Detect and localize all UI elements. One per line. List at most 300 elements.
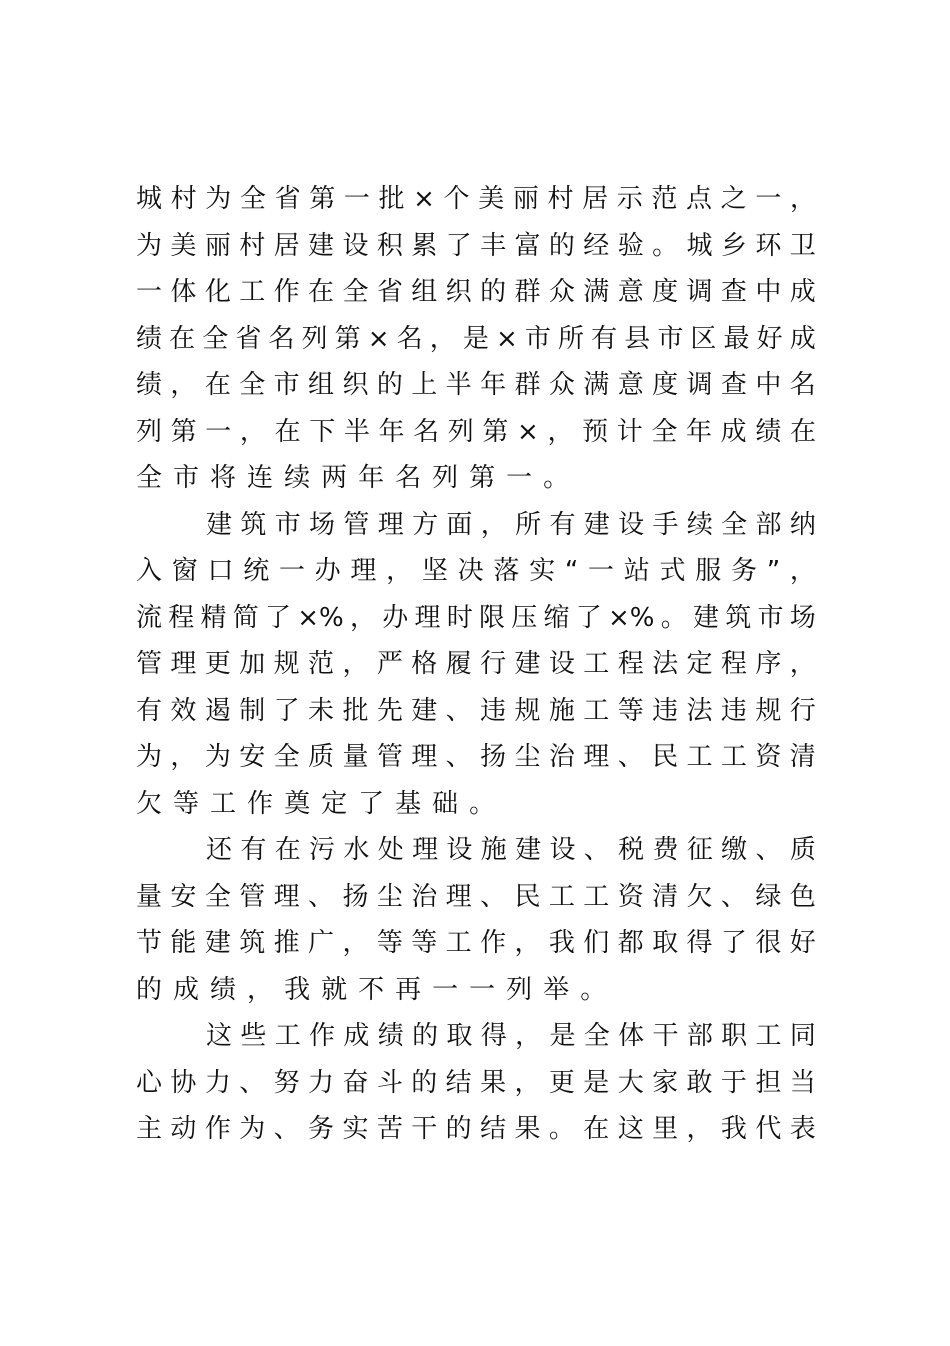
glyph: 设: [549, 835, 576, 866]
glyph: 广: [308, 928, 335, 959]
glyph: 工: [274, 1021, 301, 1052]
glyph: ，: [349, 602, 376, 633]
glyph: 度: [652, 370, 679, 401]
glyph: 奋: [342, 1067, 369, 1098]
glyph: 省: [274, 184, 301, 215]
glyph: ，: [789, 556, 816, 587]
glyph: 市: [524, 323, 551, 354]
glyph: 结: [480, 1114, 507, 1145]
text-line: [136, 920, 816, 967]
glyph: 行: [789, 695, 816, 726]
text-line: [136, 967, 816, 1014]
glyph: ，: [170, 370, 197, 401]
glyph: 资: [617, 881, 644, 912]
glyph: 、: [308, 881, 335, 912]
glyph: 些: [240, 1021, 267, 1052]
glyph: 作: [247, 788, 274, 819]
glyph: 示: [616, 184, 643, 215]
glyph: 市: [273, 370, 300, 401]
glyph: 名: [395, 463, 422, 494]
glyph: 意: [617, 277, 644, 308]
glyph: 成: [173, 974, 200, 1005]
glyph: 理: [170, 649, 197, 680]
glyph: 主: [136, 1114, 163, 1145]
glyph: 于: [720, 1067, 747, 1098]
glyph: ，: [480, 509, 507, 540]
glyph: 办: [382, 602, 409, 633]
glyph: 是: [549, 1021, 576, 1052]
glyph: 务: [730, 556, 757, 587]
glyph: 列: [432, 463, 459, 494]
glyph: 行: [480, 649, 507, 680]
glyph: 好: [756, 323, 783, 354]
glyph: 。: [652, 230, 679, 261]
glyph: 工: [720, 742, 747, 773]
glyph: 意: [617, 370, 644, 401]
glyph: 建: [204, 928, 231, 959]
glyph: 作: [480, 928, 507, 959]
glyph: 缩: [543, 602, 570, 633]
glyph: ，: [514, 928, 541, 959]
glyph: 在: [204, 370, 231, 401]
glyph: 工: [583, 649, 610, 680]
glyph: 为: [205, 184, 232, 215]
glyph: 全: [273, 742, 300, 773]
glyph: 色: [789, 881, 816, 912]
glyph: 丰: [480, 230, 507, 261]
glyph: 、: [480, 881, 507, 912]
glyph: 绩: [377, 1021, 404, 1052]
glyph: 民: [514, 881, 541, 912]
text-line: [136, 1013, 816, 1060]
glyph: 建: [308, 230, 335, 261]
glyph: ，: [342, 649, 369, 680]
glyph: 税: [618, 835, 645, 866]
glyph: 下: [309, 416, 336, 447]
glyph: 续: [686, 509, 713, 540]
glyph: 口: [207, 556, 234, 587]
glyph: 缴: [721, 835, 748, 866]
glyph: 违: [720, 695, 747, 726]
text-line: [136, 502, 816, 549]
glyph: 式: [659, 556, 686, 587]
glyph: 有: [591, 323, 618, 354]
glyph: 、: [445, 695, 472, 726]
glyph: 一: [136, 277, 163, 308]
glyph: 第: [309, 184, 336, 215]
glyph: 全: [202, 323, 229, 354]
glyph: 全: [721, 509, 748, 540]
glyph: 为: [136, 742, 163, 773]
glyph: 量: [136, 881, 163, 912]
glyph: 查: [720, 370, 747, 401]
glyph: 市: [173, 463, 200, 494]
glyph: 建: [515, 835, 542, 866]
glyph: 等: [173, 788, 200, 819]
glyph: 积: [376, 230, 403, 261]
glyph: 是: [583, 1067, 610, 1098]
glyph: 决: [457, 556, 484, 587]
glyph: 年: [378, 416, 405, 447]
glyph: 满: [583, 370, 610, 401]
glyph: 、: [583, 835, 610, 866]
body-text: [136, 176, 816, 1153]
glyph: 一: [343, 184, 370, 215]
glyph: 先: [376, 695, 403, 726]
glyph: 建: [514, 649, 541, 680]
glyph: 尘: [514, 742, 541, 773]
glyph: 所: [557, 323, 584, 354]
glyph: 工: [210, 788, 237, 819]
text-line: [136, 641, 816, 688]
glyph: 两: [321, 463, 348, 494]
glyph: 了: [720, 928, 747, 959]
glyph: 列: [301, 323, 328, 354]
glyph: 服: [695, 556, 722, 587]
glyph: 程: [617, 649, 644, 680]
glyph: 基: [395, 788, 422, 819]
glyph: 工: [686, 742, 713, 773]
glyph: 场: [309, 509, 336, 540]
glyph: 规: [273, 649, 300, 680]
glyph: 动: [170, 1114, 197, 1145]
glyph: 实: [529, 556, 556, 587]
glyph: 丽: [204, 230, 231, 261]
glyph: 取: [446, 1021, 473, 1052]
glyph: 建: [411, 695, 438, 726]
glyph: 群: [514, 370, 541, 401]
glyph: 民: [652, 742, 679, 773]
glyph: 年: [358, 463, 385, 494]
glyph: 筑: [240, 509, 267, 540]
glyph: 窗: [171, 556, 198, 587]
glyph: 省: [376, 277, 403, 308]
glyph: 简: [232, 602, 259, 633]
glyph: 定: [686, 649, 713, 680]
glyph: 设: [548, 649, 575, 680]
glyph: 为: [136, 230, 163, 261]
glyph: 织: [342, 370, 369, 401]
glyph: 之: [720, 184, 747, 215]
glyph: 累: [411, 230, 438, 261]
glyph: 设: [342, 230, 369, 261]
glyph: 成: [789, 323, 816, 354]
glyph: 办: [314, 556, 341, 587]
glyph: 制: [239, 695, 266, 726]
glyph: 为: [239, 1114, 266, 1145]
glyph: 我: [720, 1114, 747, 1145]
glyph: 美: [478, 184, 505, 215]
glyph: 第: [334, 323, 361, 354]
glyph: 方: [412, 509, 439, 540]
text-line: [136, 316, 816, 363]
glyph: 干: [411, 1114, 438, 1145]
glyph: 同: [789, 1021, 816, 1052]
glyph: 不: [358, 974, 385, 1005]
glyph: 卫: [789, 230, 816, 261]
glyph: 绩: [210, 974, 237, 1005]
glyph: 心: [136, 1067, 163, 1098]
glyph: 协: [170, 1067, 197, 1098]
glyph: 度: [652, 277, 679, 308]
glyph: 环: [755, 230, 782, 261]
glyph: 一: [278, 556, 305, 587]
glyph: 第: [469, 463, 496, 494]
glyph: 第: [170, 416, 197, 447]
glyph: 。: [580, 974, 607, 1005]
glyph: 居: [273, 230, 300, 261]
glyph: 等: [617, 695, 644, 726]
glyph: ×%: [607, 602, 655, 633]
glyph: 连: [247, 463, 274, 494]
glyph: 建: [692, 602, 719, 633]
glyph: 当: [789, 1067, 816, 1098]
glyph: 经: [583, 230, 610, 261]
glyph: 工: [239, 277, 266, 308]
glyph: 好: [789, 928, 816, 959]
glyph: ，: [342, 928, 369, 959]
glyph: 污: [309, 835, 336, 866]
glyph: 就: [321, 974, 348, 1005]
glyph: 筑: [725, 602, 752, 633]
glyph: 一: [469, 974, 496, 1005]
glyph: 市: [274, 509, 301, 540]
text-line: [136, 223, 816, 270]
glyph: 实: [342, 1114, 369, 1145]
glyph: 第: [482, 416, 509, 447]
text-line: [136, 409, 816, 456]
glyph: 能: [170, 928, 197, 959]
glyph: 程: [720, 649, 747, 680]
text-line: [136, 548, 816, 595]
glyph: 作: [273, 277, 300, 308]
glyph: 违: [480, 695, 507, 726]
glyph: ×: [367, 323, 390, 354]
glyph: 入: [136, 556, 163, 587]
glyph: 质: [308, 742, 335, 773]
glyph: 的: [376, 370, 403, 401]
glyph: 的: [412, 1021, 439, 1052]
glyph: 履: [445, 649, 472, 680]
glyph: 流: [136, 602, 163, 633]
glyph: 成: [343, 1021, 370, 1052]
glyph: 了: [273, 695, 300, 726]
glyph: 理: [350, 556, 377, 587]
glyph: 、: [273, 1114, 300, 1145]
glyph: 众: [548, 370, 575, 401]
glyph: 了: [265, 602, 292, 633]
glyph: 调: [686, 370, 713, 401]
glyph: 工: [583, 881, 610, 912]
glyph: 列: [136, 416, 163, 447]
glyph: 斗: [376, 1067, 403, 1098]
glyph: 工: [445, 928, 472, 959]
glyph: 建: [583, 509, 610, 540]
glyph: 质: [789, 835, 816, 866]
glyph: 名: [396, 323, 423, 354]
glyph: 法: [652, 649, 679, 680]
glyph: 全: [136, 463, 163, 494]
glyph: 调: [686, 277, 713, 308]
glyph: 家: [652, 1067, 679, 1098]
glyph: 全: [239, 370, 266, 401]
glyph: 努: [273, 1067, 300, 1098]
glyph: “: [564, 556, 579, 587]
text-line: [136, 1060, 816, 1107]
glyph: 管: [376, 742, 403, 773]
glyph: 结: [445, 1067, 472, 1098]
glyph: 作: [309, 1021, 336, 1052]
glyph: 奠: [284, 788, 311, 819]
glyph: 村: [547, 184, 574, 215]
glyph: 全: [583, 1021, 610, 1052]
glyph: 设: [618, 509, 645, 540]
glyph: 、: [617, 742, 644, 773]
glyph: 的: [411, 1067, 438, 1098]
glyph: 未: [308, 695, 335, 726]
glyph: 为: [204, 742, 231, 773]
glyph: 治: [411, 881, 438, 912]
glyph: 都: [617, 928, 644, 959]
glyph: 绩: [136, 323, 163, 354]
glyph: 节: [136, 928, 163, 959]
glyph: 扬: [342, 881, 369, 912]
glyph: 设: [446, 835, 473, 866]
glyph: 场: [789, 602, 816, 633]
glyph: 我: [284, 974, 311, 1005]
glyph: 范: [651, 184, 678, 215]
glyph: 计: [616, 416, 643, 447]
glyph: 一: [432, 974, 459, 1005]
glyph: 力: [204, 1067, 231, 1098]
glyph: ×: [495, 323, 518, 354]
glyph: 征: [686, 835, 713, 866]
glyph: 成: [720, 416, 747, 447]
text-line: [136, 781, 816, 828]
glyph: 尘: [376, 881, 403, 912]
glyph: 等: [376, 928, 403, 959]
glyph: 规: [514, 695, 541, 726]
glyph: 我: [548, 928, 575, 959]
glyph: 丽: [512, 184, 539, 215]
glyph: 还: [206, 835, 233, 866]
glyph: 个: [443, 184, 470, 215]
glyph: 施: [480, 835, 507, 866]
glyph: 统: [243, 556, 270, 587]
glyph: 欠: [136, 788, 163, 819]
glyph: 。: [548, 1114, 575, 1145]
glyph: ，: [789, 649, 816, 680]
glyph: 遏: [204, 695, 231, 726]
text-line: [136, 362, 816, 409]
glyph: 绩: [755, 416, 782, 447]
glyph: 群: [514, 277, 541, 308]
glyph: 管: [239, 881, 266, 912]
glyph: 敢: [686, 1067, 713, 1098]
glyph: 在: [308, 277, 335, 308]
glyph: 点: [686, 184, 713, 215]
glyph: ×: [413, 184, 435, 215]
glyph: 表: [789, 1114, 816, 1145]
glyph: 将: [210, 463, 237, 494]
glyph: 建: [206, 509, 233, 540]
glyph: 法: [686, 695, 713, 726]
glyph: 半: [343, 416, 370, 447]
text-line: [136, 455, 816, 502]
glyph: 举: [543, 974, 570, 1005]
text-line: [136, 176, 816, 223]
glyph: ”: [766, 556, 781, 587]
glyph: 村: [239, 230, 266, 261]
glyph: ，: [514, 1067, 541, 1098]
glyph: 居: [582, 184, 609, 215]
glyph: 担: [755, 1067, 782, 1098]
glyph: 的: [548, 230, 575, 261]
glyph: 区: [690, 323, 717, 354]
glyph: 。: [543, 463, 570, 494]
glyph: ，: [247, 974, 274, 1005]
glyph: 、: [755, 835, 782, 866]
glyph: 再: [395, 974, 422, 1005]
glyph: 在: [169, 323, 196, 354]
text-line: [136, 1106, 816, 1153]
glyph: 预: [582, 416, 609, 447]
glyph: 费: [652, 835, 679, 866]
glyph: 干: [652, 1021, 679, 1052]
glyph: 安: [239, 742, 266, 773]
glyph: 市: [657, 323, 684, 354]
glyph: 清: [789, 742, 816, 773]
glyph: 。: [469, 788, 496, 819]
glyph: 的: [480, 277, 507, 308]
glyph: 压: [511, 602, 538, 633]
text-line: [136, 734, 816, 781]
glyph: 工: [755, 1021, 782, 1052]
glyph: 众: [548, 277, 575, 308]
glyph: 中: [755, 370, 782, 401]
glyph: 美: [170, 230, 197, 261]
glyph: 得: [686, 928, 713, 959]
glyph: 城: [136, 184, 163, 215]
glyph: 量: [342, 742, 369, 773]
glyph: 程: [168, 602, 195, 633]
glyph: 理: [377, 509, 404, 540]
glyph: 半: [445, 370, 472, 401]
glyph: 资: [755, 742, 782, 773]
glyph: 里: [652, 1114, 679, 1145]
glyph: 全: [342, 277, 369, 308]
glyph: 在: [583, 1114, 610, 1145]
glyph: 、: [445, 742, 472, 773]
glyph: 处: [377, 835, 404, 866]
glyph: 纳: [789, 509, 816, 540]
glyph: 理: [583, 742, 610, 773]
glyph: ，: [429, 323, 456, 354]
glyph: 一: [506, 463, 533, 494]
glyph: 取: [652, 928, 679, 959]
glyph: 全: [651, 416, 678, 447]
glyph: 作: [204, 1114, 231, 1145]
glyph: 省: [235, 323, 262, 354]
glyph: 、: [239, 1067, 266, 1098]
glyph: 有: [240, 835, 267, 866]
text-line: [136, 595, 816, 642]
glyph: 安: [170, 881, 197, 912]
glyph: 定: [321, 788, 348, 819]
glyph: 乡: [720, 230, 747, 261]
glyph: 名: [268, 323, 295, 354]
text-line: [136, 827, 816, 874]
